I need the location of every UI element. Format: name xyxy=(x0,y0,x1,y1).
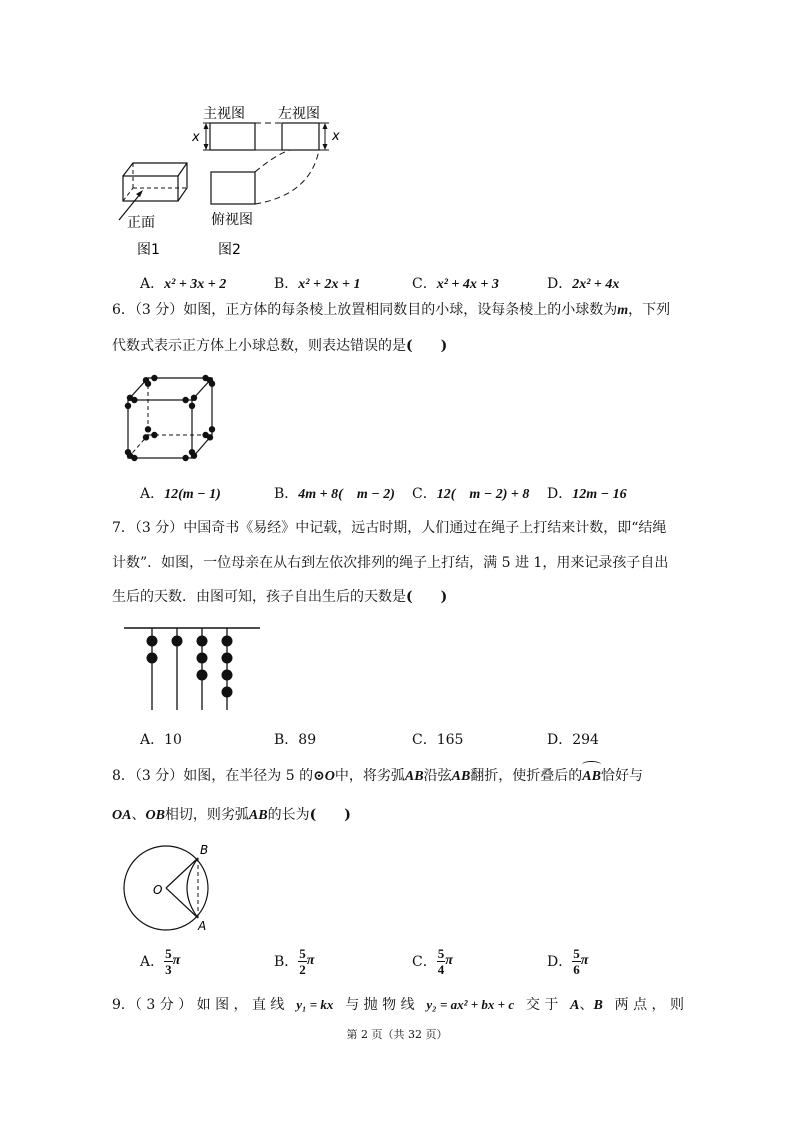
main-view-label: 主视图 xyxy=(203,106,245,122)
q5-option-c-expr: x² + 4x + 3 xyxy=(436,277,499,292)
cube-ball xyxy=(145,426,151,432)
q6-option-b-expr: 4m + 8( m − 2) xyxy=(298,487,395,502)
q7-option-d[interactable]: D．294 xyxy=(547,732,599,748)
point-a-label: A xyxy=(198,919,207,933)
cube-ball xyxy=(191,395,197,401)
q9-stem-line1: 9．（ 3 分 ） 如 图 ， 直 线 y₁ = kx 与 抛 物 线 y₂ = ax² + bx + c 交 于 A、B 两 点 ， 则 xyxy=(112,995,684,1016)
q7-option-d-value: 294 xyxy=(572,732,599,748)
cube-ball xyxy=(127,395,133,401)
point-o-label: O xyxy=(153,883,163,897)
q7-option-c-value: 165 xyxy=(436,732,464,748)
top-view-label: 俯视图 xyxy=(211,212,253,228)
cube-ball xyxy=(182,455,188,461)
q6-option-a[interactable]: A．12(m − 1) xyxy=(140,486,221,502)
cube-ball xyxy=(143,434,149,440)
fig2-label: 图2 xyxy=(218,242,241,258)
q7-option-b-value: 89 xyxy=(298,732,317,748)
rope-knot xyxy=(172,636,183,647)
q6-option-c-expr: 12( m − 2) + 8 xyxy=(436,487,530,502)
q8-option-a[interactable]: A． $\frac{5}{3}$ π xyxy=(140,945,181,977)
q7-option-c[interactable]: C．165 xyxy=(412,732,464,748)
q6-option-d[interactable]: D．12m − 16 xyxy=(547,486,627,502)
q6-cube-figure xyxy=(120,370,220,470)
q6-option-d-expr: 12m − 16 xyxy=(572,487,627,502)
q7-stem-line3: 生后的天数．由图可知，孩子自出生后的天数是( ) xyxy=(112,589,448,605)
cube-ball xyxy=(151,375,157,381)
rope-knot xyxy=(222,687,233,698)
q7-option-b[interactable]: B．89 xyxy=(274,732,317,748)
top-view-rect xyxy=(211,172,255,204)
x-label-left: x xyxy=(192,130,200,145)
rope-knot xyxy=(222,670,233,681)
q5-option-a[interactable]: A．x² + 3x + 2 xyxy=(140,276,227,292)
rope-knot xyxy=(197,653,208,664)
cuboid-drawing xyxy=(119,163,187,220)
q5-option-d[interactable]: D．2x² + 4x xyxy=(547,276,620,292)
q9-line-equation: y₁ = kx xyxy=(296,997,334,1012)
cube-ball xyxy=(125,403,131,409)
fig1-label: 图1 xyxy=(137,242,160,258)
q5-option-c[interactable]: C．x² + 4x + 3 xyxy=(412,276,499,292)
q6-option-c[interactable]: C．12( m − 2) + 8 xyxy=(412,486,530,502)
rope-knot xyxy=(197,636,208,647)
cube-ball xyxy=(143,377,149,383)
q8-option-d-fraction: $\frac{5}{6}$ xyxy=(573,945,580,977)
cube-ball xyxy=(127,453,133,459)
cube-ball xyxy=(209,426,215,432)
q7-stem-line2: 计数”．如图，一位母亲在从右到左依次排列的绳子上打结，满 5 进 1，用来记录孩子自出 xyxy=(112,555,669,571)
q6-stem-line1: 6．（3 分）如图，正方体的每条棱上放置相同数目的小球，设每条棱上的小球数为m，下列 xyxy=(112,302,671,318)
q9-parabola-equation: y₂ = ax² + bx + c xyxy=(426,997,515,1012)
q8-option-a-fraction: $\frac{5}{3}$ xyxy=(165,945,172,977)
q8-stem-line2: OA、OB相切，则劣弧AB的长为( ) xyxy=(112,807,351,823)
q8-option-b-fraction: $\frac{5}{2}$ xyxy=(299,945,306,977)
q8-option-c-fraction: $\frac{5}{4}$ xyxy=(437,945,445,977)
q7-option-a-value: 10 xyxy=(164,732,182,748)
cube-ball xyxy=(207,377,213,383)
q8-option-c[interactable]: C． $\frac{5}{4}$ π xyxy=(412,945,453,977)
page-footer: 第 2 页（共 32 页） xyxy=(346,1028,448,1041)
cube-ball xyxy=(207,434,213,440)
q6-option-a-expr: 12(m − 1) xyxy=(164,487,221,502)
q5-option-a-expr: x² + 3x + 2 xyxy=(164,277,227,292)
q6-option-b[interactable]: B．4m + 8( m − 2) xyxy=(274,486,395,502)
q6-stem-line2: 代数式表示正方体上小球总数，则表达错误的是( ) xyxy=(112,338,448,354)
rope-knot xyxy=(222,653,233,664)
rope-knot xyxy=(197,670,208,681)
x-label-right: x xyxy=(332,129,340,144)
q8-stem-line1: 8．（3 分）如图，在半径为 5 的⊙O中，将劣弧AB沿弦AB翻折，使折叠后的 AB恰好与 xyxy=(112,766,643,787)
point-b-label: B xyxy=(200,843,209,857)
rope-knot xyxy=(147,653,158,664)
q8-option-b[interactable]: B． $\frac{5}{2}$ π xyxy=(274,945,315,977)
main-view-rect xyxy=(210,123,255,150)
left-view-rect xyxy=(282,123,319,150)
q8-option-d[interactable]: D． $\frac{5}{6}$ π xyxy=(547,945,589,977)
q7-option-a[interactable]: A．10 xyxy=(140,732,182,748)
q5-figure xyxy=(115,100,375,260)
q7-rope-figure xyxy=(120,620,265,715)
q8-circle-figure xyxy=(118,838,228,938)
cube-ball xyxy=(182,397,188,403)
rope-knot xyxy=(147,636,158,647)
left-view-label: 左视图 xyxy=(278,106,320,122)
front-label: 正面 xyxy=(127,215,155,231)
arc-ab-symbol: AB xyxy=(582,767,601,787)
q5-option-b[interactable]: B．x² + 2x + 1 xyxy=(274,276,361,292)
cube-ball xyxy=(191,453,197,459)
cube-ball xyxy=(189,403,195,409)
q5-option-d-expr: 2x² + 4x xyxy=(572,277,620,292)
rope-knot xyxy=(222,636,233,647)
cube-ball xyxy=(151,432,157,438)
q5-option-b-expr: x² + 2x + 1 xyxy=(298,277,361,292)
q7-stem-line1: 7．（3 分）中国奇书《易经》中记载，远古时期，人们通过在绳子上打结来计数，即“结绳 xyxy=(112,520,667,536)
